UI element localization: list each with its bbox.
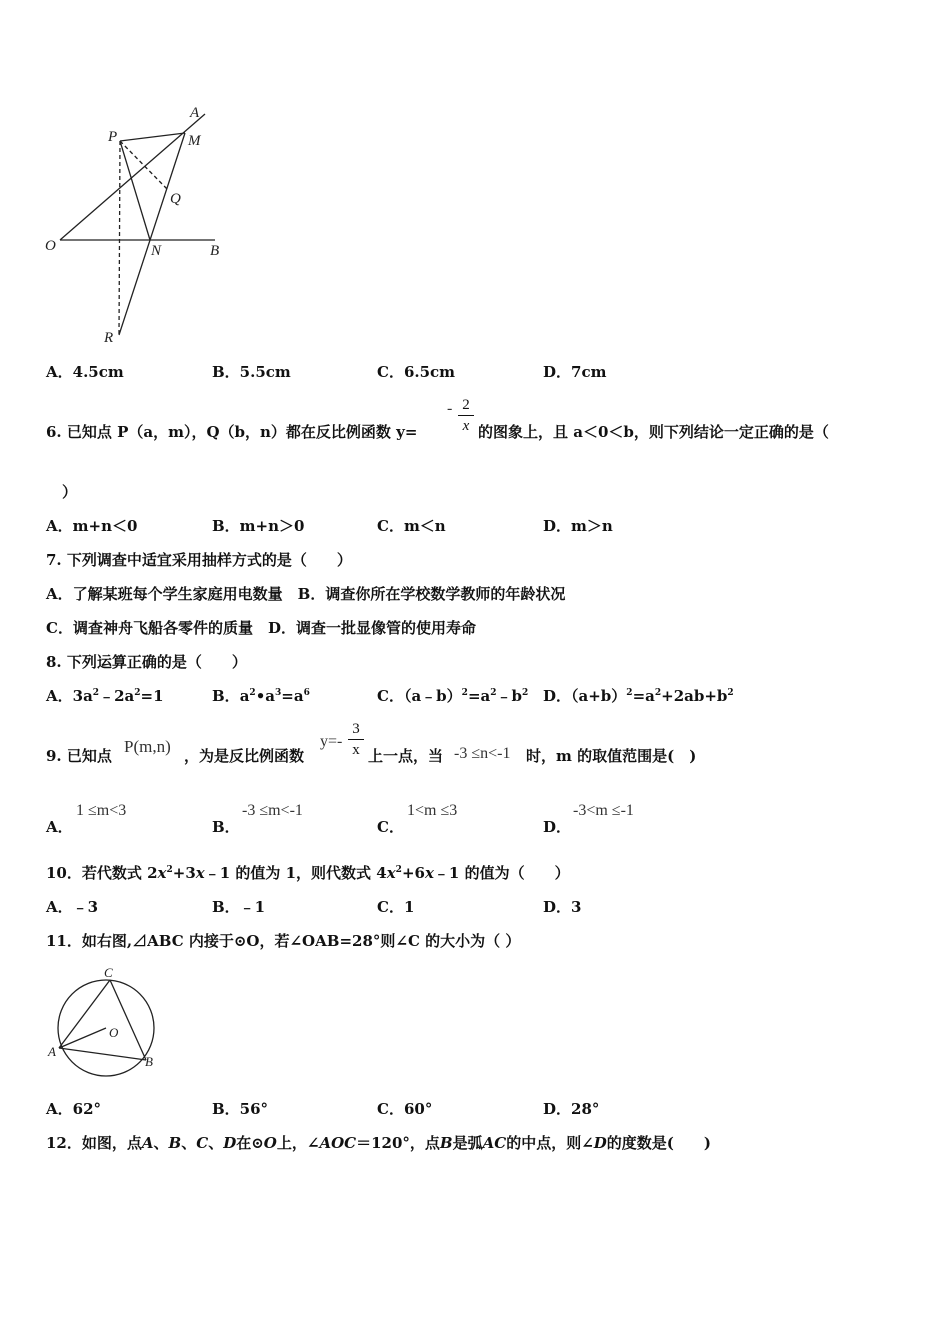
q9-option-c-label[interactable]: C． — [377, 818, 404, 836]
q12-post: 的度数是( ) — [606, 1134, 711, 1152]
q9-option-b-label[interactable]: B． — [212, 818, 240, 836]
q9-stem-post: 时，m 的取值范围是( ) — [526, 747, 697, 765]
dashed-PR — [119, 141, 120, 335]
q5-option-b[interactable]: B．5.5cm — [212, 363, 291, 381]
q9-func-pre: y=- — [320, 733, 343, 750]
q5-option-c[interactable]: C．6.5cm — [377, 363, 456, 381]
side-CB — [110, 980, 146, 1060]
q6-frac-num: 2 — [462, 397, 470, 413]
q6-stem-pre: 6. 已知点 P（a，m），Q（b，n）都在反比例函数 y= — [46, 423, 418, 441]
q8-option-c-label: C． — [377, 687, 404, 705]
q9-frac-num: 3 — [352, 721, 360, 737]
q10-option-b[interactable]: B．﹣1 — [212, 898, 266, 916]
segment-MR — [119, 133, 185, 335]
q8-option-b[interactable]: B．$a^2•a^3=a^6$ — [212, 687, 310, 705]
q10-option-a[interactable]: A．﹣3 — [46, 898, 99, 916]
q6-option-c[interactable]: C．m＜n — [377, 517, 446, 535]
q6-minus: - — [447, 400, 453, 417]
q9-option-b-value[interactable]: -3 ≤m<-1 — [242, 802, 303, 819]
q8-option-d-label: D． — [543, 687, 572, 705]
circle-figure-q11 — [44, 966, 164, 1086]
q9-option-d-value[interactable]: -3<m ≤-1 — [573, 802, 634, 819]
q12-stem-pre: 12．如图，点 — [46, 1134, 142, 1152]
q9-stem-mid: ，为是反比例函数 — [184, 747, 305, 765]
q9-option-c-value[interactable]: 1<m ≤3 — [407, 802, 458, 819]
q12-AOC: AOC — [319, 1134, 357, 1152]
q10-stem-mid3: +6 — [401, 864, 425, 882]
label-Q: Q — [170, 191, 181, 207]
q8-stem: 8. 下列运算正确的是（ ） — [46, 653, 247, 671]
q6-stem-close: ） — [62, 483, 78, 501]
label-C: C — [104, 966, 113, 980]
q12-O: O — [263, 1134, 277, 1152]
q10-stem-post: ﹣1 的值为（ ） — [433, 864, 570, 882]
q12-mid1: 在⊙ — [236, 1134, 264, 1152]
q6-option-b[interactable]: B．m+n＞0 — [212, 517, 305, 535]
q11-option-a[interactable]: A．62° — [46, 1100, 102, 1118]
q10-option-c[interactable]: C．1 — [377, 898, 415, 916]
q6-option-d[interactable]: D．m＞n — [543, 517, 613, 535]
q6-frac-bar — [458, 415, 474, 416]
label-M: M — [188, 133, 201, 149]
q9-point: P(m,n) — [124, 737, 171, 756]
q5-option-a[interactable]: A．4.5cm — [46, 363, 124, 381]
label-R: R — [104, 330, 114, 346]
label-B: B — [210, 243, 220, 259]
q11-option-b[interactable]: B．56° — [212, 1100, 269, 1118]
q10-var-3: x — [386, 864, 396, 882]
q12-D: D — [223, 1134, 237, 1152]
q9-frac-den: x — [352, 742, 360, 758]
q8-option-c[interactable]: C．$(a﹣b)^2=a^2﹣b^2$ — [377, 687, 529, 705]
q11-stem: 11．如右图,⊿ABC 内接于⊙O，若∠OAB=28°则∠C 的大小为（ ） — [46, 932, 521, 950]
q10-var-1: x — [157, 864, 167, 882]
q6-option-a[interactable]: A．m+n＜0 — [46, 517, 138, 535]
q7-stem: 7. 下列调查中适宜采用抽样方式的是（ ） — [46, 551, 352, 569]
label-A: A — [190, 105, 200, 121]
q12-B2: B — [439, 1134, 453, 1152]
q10-stem-mid: +3 — [172, 864, 196, 882]
q12-D2: D — [593, 1134, 607, 1152]
q9-frac-bar — [348, 739, 364, 740]
geometry-figure-q5 — [40, 100, 240, 350]
q12-C: C — [196, 1134, 209, 1152]
label-B: B — [145, 1054, 153, 1069]
q10-var-2: x — [195, 864, 205, 882]
label-P: P — [108, 129, 118, 145]
q9-option-a-label[interactable]: A． — [46, 818, 73, 836]
label-A: A — [48, 1044, 56, 1059]
side-AB — [59, 1048, 146, 1060]
q5-option-d[interactable]: D．7cm — [543, 363, 607, 381]
q10-stem-mid2: ﹣1 的值为 1，则代数式 4 — [204, 864, 387, 882]
label-N: N — [151, 243, 162, 259]
q10-stem: 10．若代数式 $2x^2+3x﹣1$ 的值为 1，则代数式 $4x^2+6x﹣1$ 的值为（ ） — [46, 864, 570, 882]
q12-mid4: 是弧 — [452, 1134, 483, 1152]
label-O: O — [45, 238, 56, 254]
q8-option-d[interactable]: D．$(a+b)^2=a^2+2ab+b^2$ — [543, 687, 734, 705]
q7-options-row2[interactable]: C．调查神舟飞船各零件的质量 D．调查一批显像管的使用寿命 — [46, 619, 476, 637]
q12-sep3: 、 — [208, 1134, 224, 1152]
q11-option-d[interactable]: D．28° — [543, 1100, 600, 1118]
q12-mid2: 上，∠ — [276, 1134, 320, 1152]
q9-stem-pre: 9. 已知点 — [46, 747, 112, 765]
q6-stem-post: 的图象上，且 a＜0＜b，则下列结论一定正确的是（ — [478, 423, 829, 441]
q9-option-d-label[interactable]: D． — [543, 818, 572, 836]
q12-mid3: ＝120°，点 — [356, 1134, 440, 1152]
q12-B: B — [168, 1134, 182, 1152]
q9-fraction — [348, 720, 364, 759]
q12-AC: AC — [482, 1134, 507, 1152]
q12-mid5: 的中点，则∠ — [506, 1134, 594, 1152]
q11-option-c[interactable]: C．60° — [377, 1100, 433, 1118]
label-O: O — [109, 1025, 119, 1040]
q9-stem-mid2: 上一点，当 — [368, 747, 444, 765]
q12-sep1: 、 — [153, 1134, 169, 1152]
q8-option-a-label: A． — [46, 687, 73, 705]
q12-stem — [46, 1132, 711, 1153]
q8-option-b-label: B． — [212, 687, 240, 705]
q10-var-4: x — [424, 864, 434, 882]
q6-fraction — [458, 396, 474, 435]
q12-sep2: 、 — [181, 1134, 197, 1152]
q10-option-d[interactable]: D．3 — [543, 898, 582, 916]
q7-options-row1[interactable]: A．了解某班每个学生家庭用电数量 B．调查你所在学校数学教师的年龄状况 — [46, 585, 566, 603]
q9-condition: -3 ≤n<-1 — [454, 745, 511, 762]
q10-stem-pre: 10．若代数式 2 — [46, 864, 158, 882]
q9-option-a-value[interactable]: 1 ≤m<3 — [76, 802, 127, 819]
q8-option-a[interactable]: A．$3a^2﹣2a^2=1$ — [46, 687, 164, 705]
q12-A: A — [141, 1134, 154, 1152]
q6-frac-den: x — [462, 418, 470, 434]
